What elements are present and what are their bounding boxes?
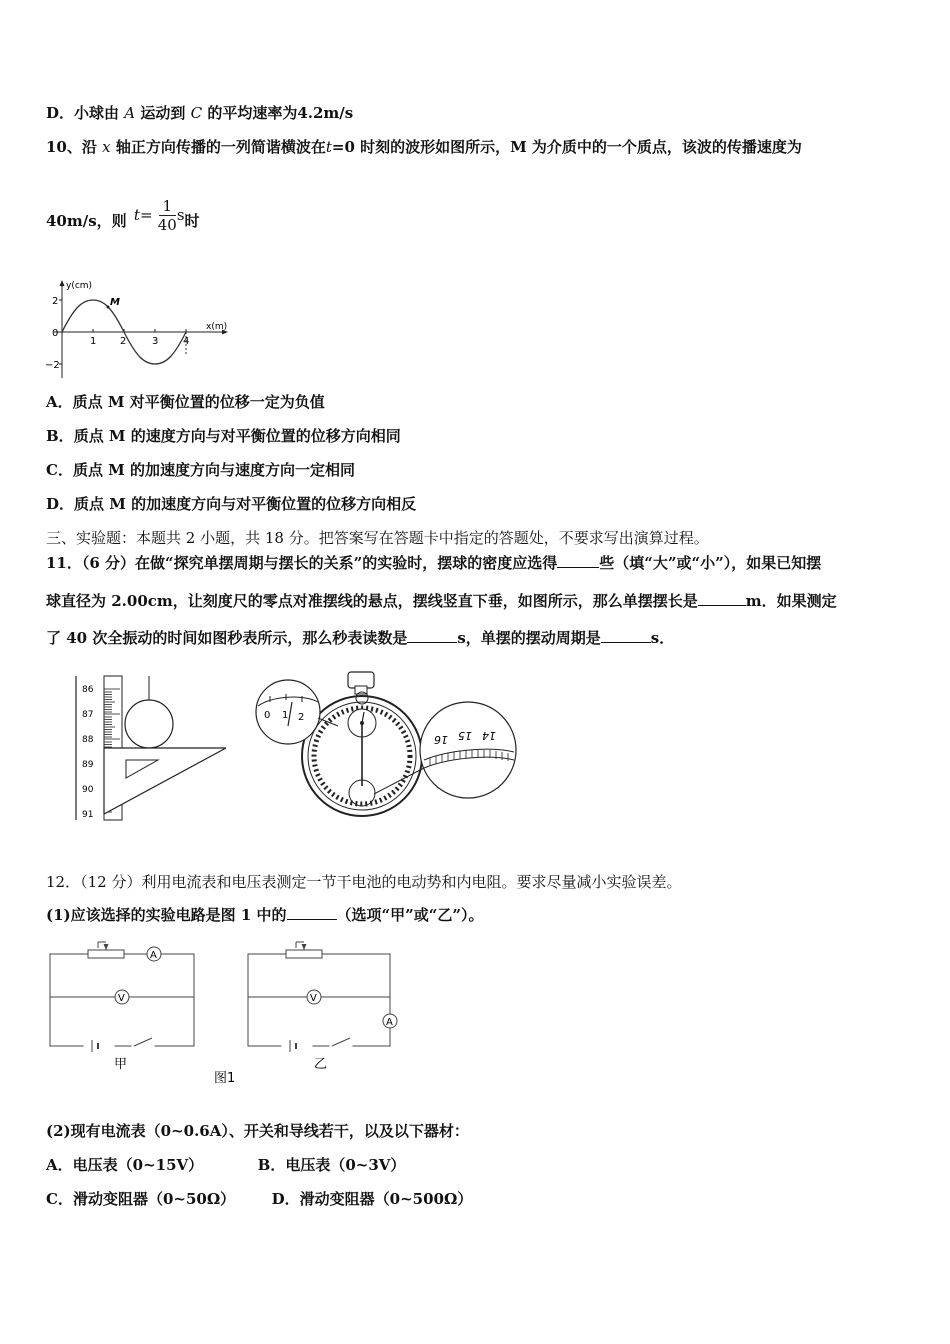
- answer-blank[interactable]: [698, 591, 746, 606]
- ruler-pendulum-figure: [70, 672, 230, 822]
- ruler-tick: 86: [82, 685, 94, 695]
- time-fraction: $\frac{1}{40}$: [157, 196, 177, 234]
- ruler-tick: 89: [82, 760, 94, 770]
- prev-option-d: D．小球由 A 运动到 C 的平均速率为4.2m/s: [46, 104, 354, 122]
- ammeter-a: A: [386, 1017, 393, 1028]
- circuit-label-yi: 乙: [314, 1057, 328, 1072]
- q12-option-b: B．电压表（0~3V）: [257, 1156, 406, 1174]
- x-tick: 2: [120, 336, 127, 347]
- x-tick: 4: [183, 336, 190, 347]
- y-tick: 0: [52, 328, 59, 339]
- q12-option-d: D．滑动变阻器（0~500Ω）: [271, 1190, 473, 1208]
- circuit-figure-1: [44, 940, 454, 1086]
- ammeter-a: A: [150, 950, 157, 961]
- q12-stem: 12．（12 分）利用电流表和电压表测定一节干电池的电动势和内电阻。要求尽量减小实验误差。: [46, 873, 682, 891]
- y-tick: 2: [52, 296, 59, 307]
- q11-line-3: 了 40 次全振动的时间如图秒表所示，那么秒表读数是 s，单摆的摆动周期是 s．: [46, 629, 675, 647]
- x-tick: 1: [90, 336, 97, 347]
- q10-stem: 10、沿 x 轴正方向传播的一列简谐横波在t=0 时刻的波形如图所示，M 为介质中的一个质点，该波的传播速度为: [46, 138, 802, 156]
- q10-option-c: C．质点 M 的加速度方向与速度方向一定相同: [46, 461, 356, 479]
- pendulum-bob: [125, 700, 173, 748]
- minute-tick: 1: [282, 710, 289, 721]
- x-axis-label: x(m): [206, 322, 228, 332]
- circuit-label-jia: 甲: [114, 1057, 128, 1072]
- answer-blank[interactable]: [287, 905, 337, 920]
- answer-blank[interactable]: [601, 628, 651, 643]
- wave-graph: [44, 278, 234, 382]
- section-3-header: 三、实验题：本题共 2 小题，共 18 分。把答案写在答题卡中指定的答题处，不要求写出演算过程。: [46, 529, 709, 547]
- figure-label: 图1: [214, 1071, 236, 1086]
- q12-option-c: C．滑动变阻器（0~50Ω）: [46, 1190, 236, 1208]
- second-tick: 16: [434, 733, 448, 746]
- circuit-yi: [248, 942, 397, 1052]
- ruler-tick: 88: [82, 735, 94, 745]
- q11-line-1: 11．（6 分）在做“探究单摆周期与摆长的关系”的实验时，摆球的密度应选得 些（填“大”或“小”），如果已知摆: [46, 554, 822, 572]
- point-m-label: M: [110, 297, 120, 308]
- voltmeter-v: V: [118, 993, 125, 1004]
- y-tick: −2: [45, 360, 60, 371]
- voltmeter-v: V: [310, 993, 317, 1004]
- q10-option-b: B．质点 M 的速度方向与对平衡位置的位移方向相同: [46, 427, 401, 445]
- q12-part-1: (1)应该选择的实验电路是图 1 中的 （选项“甲”或“乙”）。: [46, 906, 484, 924]
- answer-blank[interactable]: [557, 553, 599, 568]
- q10-option-d: D．质点 M 的加速度方向与对平衡位置的位移方向相反: [46, 495, 417, 513]
- second-tick: 15: [458, 729, 472, 742]
- stopwatch-figure: [252, 668, 524, 818]
- second-tick: 14: [482, 729, 496, 742]
- set-square: [104, 748, 226, 814]
- q12-option-a: A．电压表（0~15V）: [46, 1156, 204, 1174]
- q10-stem-continued: 40m/s，则 t= $\frac{1}{40}$ s时: [46, 196, 200, 234]
- q11-line-2: 球直径为 2.00cm，让刻度尺的零点对准摆线的悬点，摆线竖直下垂，如图所示，那么单摆摆长是 m．如果测定: [46, 592, 837, 610]
- ruler-tick: 87: [82, 710, 94, 720]
- q10-option-a: A．质点 M 对平衡位置的位移一定为负值: [46, 393, 325, 411]
- y-axis-label: y(cm): [66, 281, 93, 291]
- q12-part-2: (2)现有电流表（0~0.6A）、开关和导线若干，以及以下器材：: [46, 1122, 469, 1140]
- answer-blank[interactable]: [407, 628, 457, 643]
- q12-options-row-2: [46, 1189, 472, 1209]
- ruler-tick: 91: [82, 810, 94, 820]
- q12-options-row-1: [46, 1155, 405, 1175]
- minute-tick: 2: [298, 712, 305, 723]
- x-tick: 3: [152, 336, 159, 347]
- minute-tick: 0: [264, 710, 271, 721]
- ruler-tick: 90: [82, 785, 94, 795]
